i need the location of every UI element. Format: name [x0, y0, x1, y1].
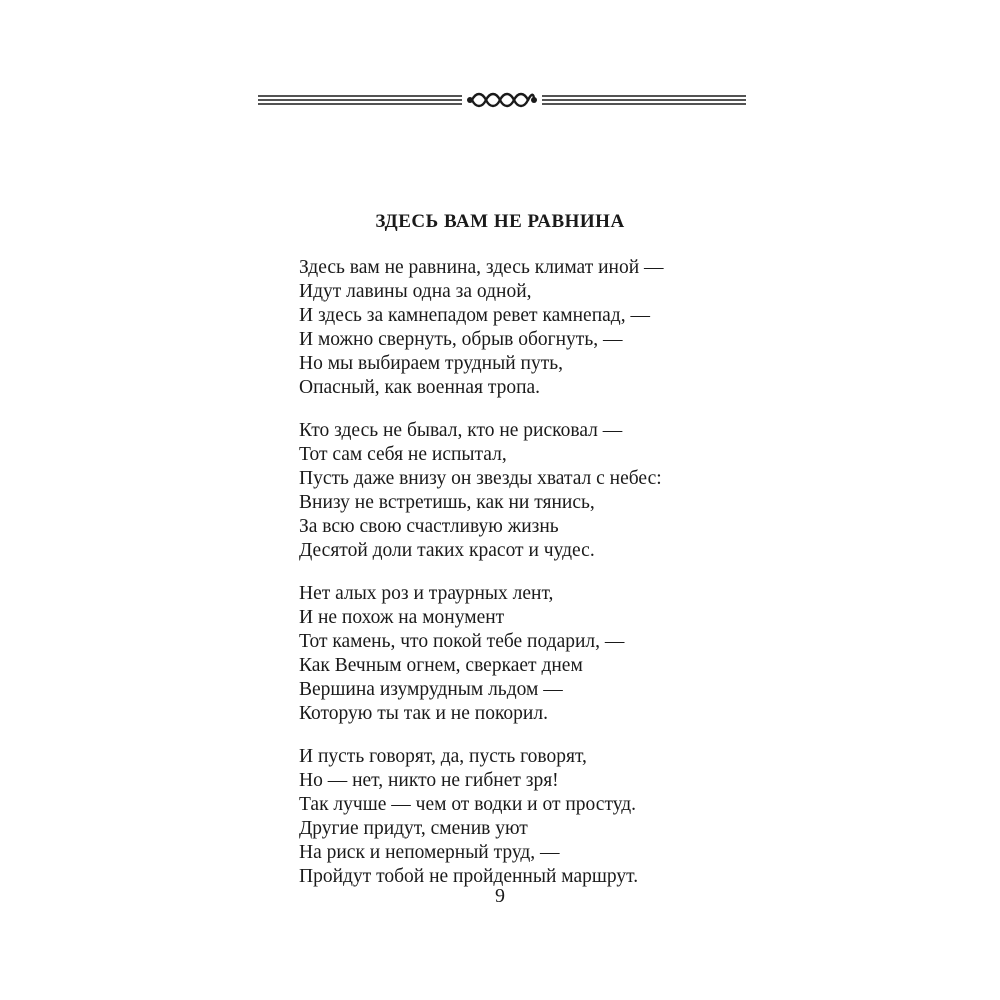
poem-line: Но мы выбираем трудный путь,: [299, 353, 563, 374]
poem-line: Пройдут тобой не пройденный маршрут.: [299, 866, 639, 887]
poem-line: На риск и непомерный труд, —: [299, 842, 560, 863]
poem-line: Так лучше — чем от водки и от простуд.: [299, 794, 637, 815]
stanza-4: [299, 745, 759, 889]
poem-body: [299, 256, 759, 908]
poem-line: Опасный, как военная тропа.: [299, 377, 541, 398]
stanza-3: [299, 582, 759, 726]
poem-line: Внизу не встретишь, как ни тянись,: [299, 492, 595, 513]
poem-line: Тот камень, что покой тебе подарил, —: [299, 631, 625, 652]
poem-line: Тот сам себя не испытал,: [299, 444, 507, 465]
poem-title: ЗДЕСЬ ВАМ НЕ РАВНИНА: [375, 211, 625, 232]
poem-line: Кто здесь не бывал, кто не рисковал —: [299, 420, 623, 441]
right-rule: [542, 96, 746, 104]
poem-line: Другие придут, сменив уют: [299, 818, 528, 839]
poem-line: Как Вечным огнем, сверкает днем: [299, 655, 583, 676]
left-rule: [258, 96, 462, 104]
ornament-divider-icon: [258, 88, 746, 112]
page-number: 9: [495, 885, 505, 907]
poem-line: Нет алых роз и траурных лент,: [299, 583, 554, 604]
stanza-1: [299, 256, 759, 400]
stanza-2: [299, 419, 759, 563]
poem-line: Пусть даже внизу он звезды хватал с небес:: [299, 468, 662, 489]
poem-line: Десятой доли таких красот и чудес.: [299, 540, 595, 561]
poem-line: И здесь за камнепадом ревет камнепад, —: [299, 305, 650, 326]
poem-line: Вершина изумрудным льдом —: [299, 679, 563, 700]
twist-ornament-icon: [467, 94, 537, 106]
poem-line: И можно свернуть, обрыв обогнуть, —: [299, 329, 623, 350]
poem-line: Которую ты так и не покорил.: [299, 703, 548, 724]
poem-line: За всю свою счастливую жизнь: [299, 516, 559, 537]
poem-line: Но — нет, никто не гибнет зря!: [299, 770, 559, 791]
poem-line: И пусть говорят, да, пусть говорят,: [299, 746, 587, 767]
poem-line: Здесь вам не равнина, здесь климат иной —: [299, 257, 664, 278]
poem-line: И не похож на монумент: [299, 607, 505, 628]
poem-line: Идут лавины одна за одной,: [299, 281, 532, 302]
